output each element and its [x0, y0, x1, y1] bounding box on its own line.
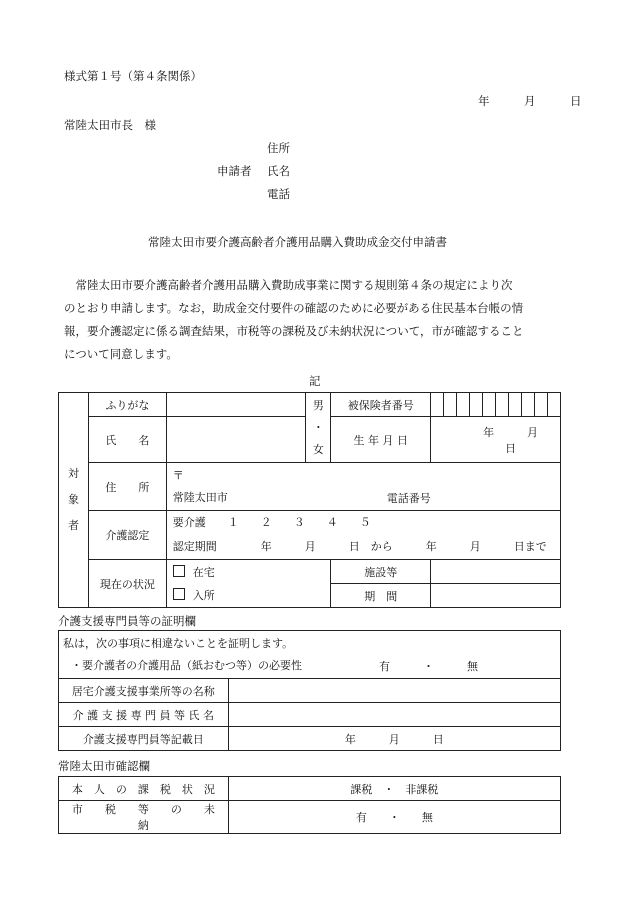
- insured-digit[interactable]: [470, 393, 483, 417]
- target-person-table: [58, 392, 572, 608]
- form-number: 様式第１号（第４条関係）: [64, 69, 202, 83]
- status-facility-option[interactable]: [166, 584, 331, 608]
- side-char: 象: [67, 493, 79, 506]
- applicant-name-label: 氏名: [267, 164, 290, 178]
- side-char: 対: [67, 467, 79, 480]
- applicant-label: 申請者: [217, 164, 252, 178]
- gender-male: 男: [312, 398, 324, 412]
- date-line: 年 月 日: [478, 94, 582, 108]
- city-check-table: [58, 776, 561, 834]
- applicant-phone-label: 電話: [267, 187, 290, 201]
- postal-mark: 〒: [172, 468, 184, 482]
- office-name-label: 居宅介護支援事業所等の名称: [59, 679, 229, 703]
- cert-statement: 私は，次の事項に相違ないことを証明します。: [63, 636, 294, 650]
- necessity-options[interactable]: 有 ・ 無: [379, 660, 478, 673]
- period-field[interactable]: [431, 584, 561, 608]
- care-period: 認定期間 年 月 日 から 年 月 日まで: [172, 540, 547, 553]
- insured-digit[interactable]: [457, 393, 470, 417]
- current-status-label: 現在の状況: [88, 560, 166, 608]
- document-title: 常陸太田市要介護高齢者介護用品購入費助成金交付申請書: [148, 235, 447, 249]
- target-side-label: [59, 393, 89, 608]
- furigana-field[interactable]: [166, 393, 306, 417]
- birth-label: 生 年 月 日: [331, 417, 431, 463]
- insured-digit[interactable]: [483, 393, 496, 417]
- manager-name-field[interactable]: [228, 703, 560, 727]
- care-certification-field[interactable]: [166, 511, 560, 560]
- cert-necessity: ・要介護者の介護用品（紙おむつ等）の必要性: [71, 658, 302, 672]
- side-char: 者: [67, 519, 79, 532]
- status-facility-label: 入所: [192, 589, 215, 603]
- city-name: 常陸太田市: [172, 490, 228, 504]
- period-label: 期 間: [331, 584, 431, 608]
- insured-digit[interactable]: [444, 393, 457, 417]
- status-home-label: 在宅: [192, 565, 215, 579]
- cert-section-title: 介護支援専門員等の証明欄: [58, 614, 196, 628]
- cert-table: [58, 630, 561, 751]
- address-field[interactable]: [166, 463, 560, 511]
- applicant-address-label: 住所: [267, 141, 290, 155]
- name-field[interactable]: [166, 417, 306, 463]
- body-line: について同意します。: [64, 347, 178, 361]
- insured-number-label: 被保険者番号: [331, 393, 431, 417]
- body-line: のとおり申請します。なお，助成金交付要件の確認のために必要がある住民基本台帳の情: [64, 301, 524, 315]
- ki-label: 記: [309, 374, 321, 388]
- insured-digit[interactable]: [534, 393, 547, 417]
- care-certification-label: 介護認定: [88, 511, 166, 560]
- address-label: 住 所: [88, 463, 166, 511]
- unpaid-tax-value[interactable]: 有 ・ 無: [228, 801, 560, 834]
- insured-digit[interactable]: [521, 393, 534, 417]
- addressee: 常陸太田市長 様: [64, 118, 156, 132]
- office-name-field[interactable]: [228, 679, 560, 703]
- name-label: 氏 名: [88, 417, 166, 463]
- city-check-title: 常陸太田市確認欄: [58, 759, 150, 773]
- furigana-label: ふりがな: [88, 393, 166, 417]
- status-home-option[interactable]: [166, 560, 331, 584]
- phone-number-label: 電話番号: [386, 492, 431, 505]
- care-levels: 要介護 １ ２ ３ ４ ５: [172, 516, 371, 529]
- record-date-label: 介護支援専門員等記載日: [59, 727, 229, 751]
- tax-status-value[interactable]: 課税 ・ 非課税: [228, 777, 560, 801]
- gender-cell[interactable]: [306, 393, 331, 463]
- facility-field[interactable]: [431, 560, 561, 584]
- insured-digit[interactable]: [508, 393, 521, 417]
- tax-status-label: 本 人 の 課 税 状 況: [59, 777, 229, 801]
- record-date-field[interactable]: 年 月 日: [228, 727, 560, 751]
- birth-date-field[interactable]: 年 月 日: [431, 417, 561, 463]
- manager-name-label: 介 護 支 援 専 門 員 等 氏 名: [59, 703, 229, 727]
- facility-label: 施設等: [331, 560, 431, 584]
- body-line: 常陸太田市要介護高齢者介護用品購入費助成事業に関する規則第４条の規定により次: [64, 278, 513, 292]
- body-line: 報，要介護認定に係る調査結果，市税等の課税及び未納状況について，市が確認すること: [64, 324, 524, 338]
- checkbox-icon[interactable]: [173, 588, 185, 600]
- unpaid-tax-label: 市 税 等 の 未 納: [59, 801, 229, 834]
- insured-digit[interactable]: [431, 393, 444, 417]
- insured-digit[interactable]: [547, 393, 560, 417]
- gender-dot: ・: [312, 420, 324, 434]
- insured-digit[interactable]: [495, 393, 508, 417]
- gender-female: 女: [312, 442, 324, 456]
- cert-statement-cell: [59, 631, 561, 679]
- checkbox-icon[interactable]: [173, 565, 185, 577]
